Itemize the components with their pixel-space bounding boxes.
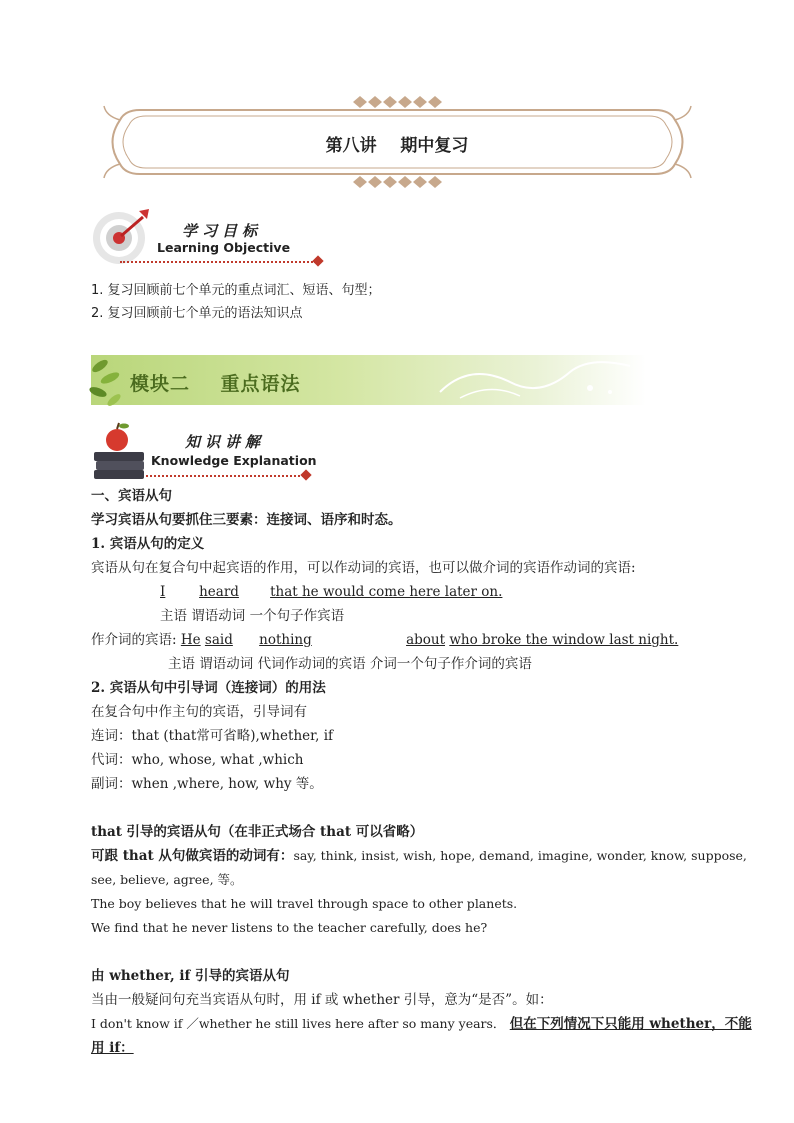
that-example-2: We find that he never listens to the teacher carefully, does he? xyxy=(91,920,488,935)
pronoun-line: 代词：who, whose, what ,which xyxy=(91,752,304,768)
that-verbs-list: say, think, insist, wish, hope, demand, imagine, wonder, know, suppose, xyxy=(293,848,747,863)
example-2-labels: 主语 谓语动词 代词作动词的宾语 介词一个句子作介词的宾语 xyxy=(168,656,532,672)
that-verbs-line-2: see, believe, agree, 等。 xyxy=(91,872,243,887)
whether-note-continued: 用 if： xyxy=(91,1040,134,1056)
example-1-verb: heard xyxy=(199,584,239,600)
example-1-subject: I xyxy=(160,584,166,600)
knowledge-title-en: Knowledge Explanation xyxy=(151,453,317,468)
that-heading xyxy=(91,822,423,842)
module-title: 模块二 重点语法 xyxy=(130,373,301,395)
example-2 xyxy=(91,630,678,650)
whether-note: 但在下列情况下只能用 whether，不能 xyxy=(509,1016,752,1032)
apple-books-icon xyxy=(92,422,148,480)
example-1-labels: 主语 谓语动词 一个句子作宾语 xyxy=(160,608,345,624)
objective-diamond xyxy=(312,255,323,266)
whether-description: 当由一般疑问句充当宾语从句时，用 if 或 whether 引导，意为“是否”。如： xyxy=(91,992,553,1008)
knowledge-diamond xyxy=(300,469,311,480)
that-example-1: The boy believes that he will travel through space to other planets. xyxy=(91,896,518,911)
target-icon xyxy=(91,205,151,267)
objective-item-2: 2. 复习回顾前七个单元的语法知识点 xyxy=(91,306,303,321)
whether-heading: 由 whether, if 引导的宾语从句 xyxy=(91,968,290,984)
usage-heading: 2. 宾语从句中引导词（连接词）的用法 xyxy=(91,680,326,696)
example-2-object: nothing xyxy=(259,632,312,648)
page-title: 第八讲 期中复习 xyxy=(325,136,469,156)
definition-heading: 1. 宾语从句的定义 xyxy=(91,536,205,552)
conjunction-line: 连词：that (that常可省略),whether, if xyxy=(91,728,334,744)
whether-example-text: I don't know if ／whether he still lives here after so many years． xyxy=(91,1016,506,1031)
example-2-subject: He xyxy=(180,632,201,648)
leaf-icon xyxy=(88,348,128,412)
that-heading-en: that xyxy=(91,824,123,840)
whether-example xyxy=(91,1014,752,1034)
example-2-prefix: 作介词的宾语: xyxy=(91,632,177,648)
knowledge-divider xyxy=(146,475,304,477)
example-1-clause: that he would come here later on. xyxy=(270,584,503,600)
example-1 xyxy=(160,582,502,602)
example-2-clause: who broke the window last night. xyxy=(449,632,679,648)
that-verbs-label: 可跟 that 从句做宾语的动词有： xyxy=(91,848,294,864)
usage-text: 在复合句中作主句的宾语，引导词有 xyxy=(91,704,307,720)
section-heading-1: 一、宾语从句 xyxy=(91,488,172,504)
adverb-line: 副词：when ,where, how, why 等。 xyxy=(91,776,323,792)
example-2-verb: said xyxy=(204,632,233,648)
that-verbs-line xyxy=(91,846,747,866)
objective-divider xyxy=(120,261,316,263)
objective-item-1: 1. 复习回顾前七个单元的重点词汇、短语、句型； xyxy=(91,283,381,298)
example-2-prep: about xyxy=(406,632,446,648)
objective-title-en: Learning Objective xyxy=(157,240,291,255)
intro-text: 学习宾语从句要抓住三要素：连接词、语序和时态。 xyxy=(91,512,402,528)
swirl-decoration xyxy=(430,352,640,408)
objective-title-cn: 学习目标 xyxy=(182,222,263,240)
definition-text: 宾语从句在复合句中起宾语的作用，可以作动词的宾语，也可以做介词的宾语作动词的宾语: xyxy=(91,560,636,576)
that-heading-text: 引导的宾语从句（在非正式场合 that 可以省略） xyxy=(126,824,424,840)
knowledge-title-cn: 知识讲解 xyxy=(185,433,266,451)
